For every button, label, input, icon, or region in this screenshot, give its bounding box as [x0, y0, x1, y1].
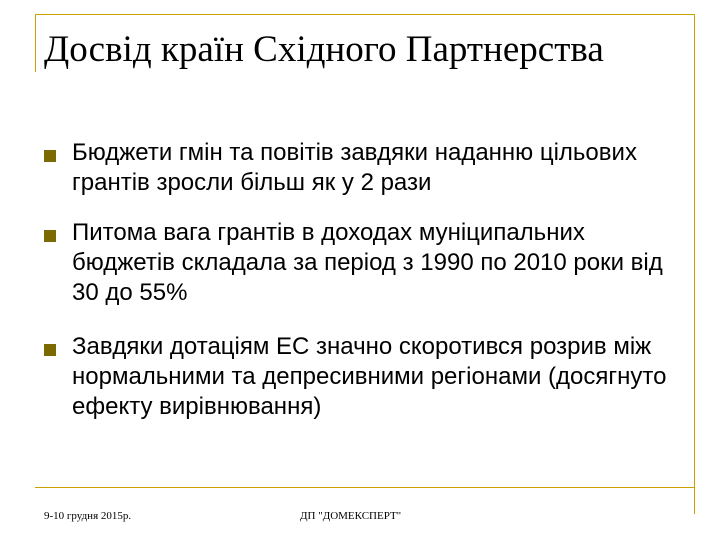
footer-date: 9-10 грудня 2015р.	[44, 510, 132, 522]
bullet-text: Питома вага грантів в доходах муніципальних бюджетів складала за період з 1990 по 2010 роки від 30 до 55%	[72, 219, 663, 306]
frame-bottom-line	[35, 487, 695, 488]
bullet-text: Завдяки дотаціям ЕС значно скоротився розрив між нормальними та депресивними регіонами (досягнуто ефекту вирівнювання)	[72, 333, 667, 420]
frame-top-line	[35, 14, 695, 15]
slide-title: Досвід країн Східного Партнерства	[44, 29, 604, 70]
frame-left-line	[35, 14, 36, 72]
square-bullet-icon	[44, 344, 56, 356]
frame-right-line	[694, 14, 695, 514]
bullet-text: Бюджети гмін та повітів завдяки наданню цільових грантів зросли більш як у 2 рази	[72, 139, 637, 196]
footer-organization: ДП "ДОМЕКСПЕРТ"	[300, 510, 402, 522]
square-bullet-icon	[44, 150, 56, 162]
square-bullet-icon	[44, 230, 56, 242]
